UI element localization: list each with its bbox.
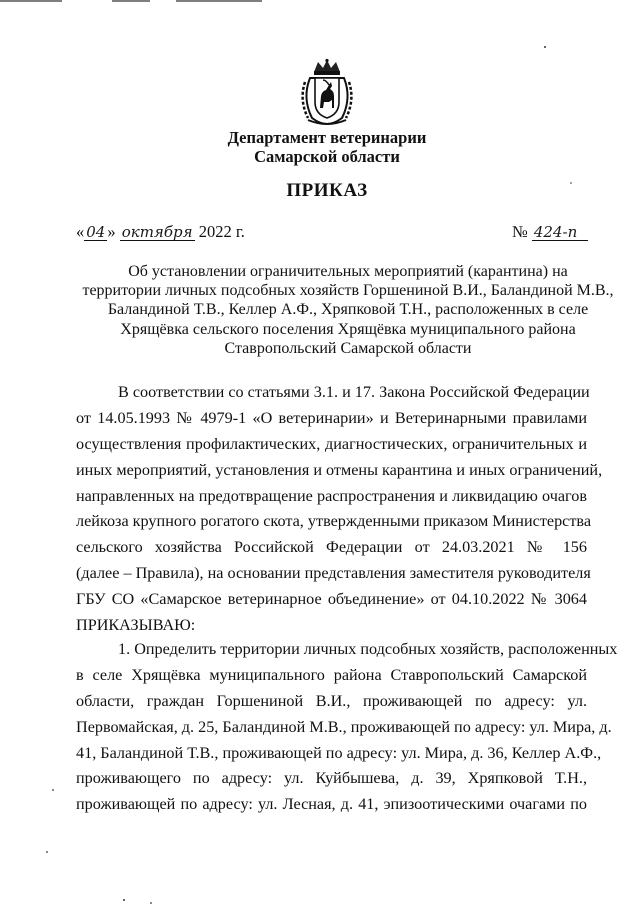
date-month: октября xyxy=(121,223,193,241)
item-line: области, граждан Горшениной В.И., проживающей по адресу: ул. xyxy=(76,691,587,710)
preamble-line: В соответствии со статьями 3.1. и 17. Закона Российской Федерации xyxy=(118,383,590,401)
item-line: 1. Определить территории личных подсобных хозяйств, расположенных xyxy=(118,640,618,658)
item-line: проживающей по адресу: ул. Лесная, д. 41, эпизоотическими очагами по xyxy=(76,795,587,814)
department-name-line2: Самарской области xyxy=(254,147,400,166)
department-name-line1: Департамент ветеринарии xyxy=(227,128,427,147)
number-value: 424-п xyxy=(532,225,588,241)
samara-coat-of-arms-icon xyxy=(296,58,358,126)
date-close-quote: » xyxy=(107,222,116,241)
subject-line: территории личных подсобных хозяйств Горшениной В.И., Баландиной М.В., xyxy=(82,282,614,300)
preamble-line: (далее – Правила), на основании представления заместителя руководителя xyxy=(76,564,591,583)
order-date xyxy=(76,222,245,242)
ordering-word: ПРИКАЗЫВАЮ: xyxy=(76,616,196,635)
item-line: в селе Хрящёвка муниципального района Ставропольский Самарской xyxy=(76,665,587,684)
date-open-quote: « xyxy=(76,222,85,241)
preamble-line: сельского хозяйства Российской Федерации от 24.03.2021 № 156 xyxy=(76,538,587,557)
date-day: 04 xyxy=(86,223,106,241)
preamble-line: осуществления профилактических, диагностических, ограничительных и xyxy=(76,434,587,453)
preamble-line: иных мероприятий, установления и отмены карантина и иных ограничений, xyxy=(76,460,603,479)
preamble-line: от 14.05.1993 № 4979-1 «О ветеринарии» и Ветеринарными правилами xyxy=(76,408,587,427)
item-line: проживающего по адресу: ул. Куйбышева, д. 39, Хряпковой Т.Н., xyxy=(76,769,587,788)
subject-line: Хрящёвка сельского поселения Хрящёвка муниципального района xyxy=(120,320,576,338)
item-line: Первомайская, д. 25, Баландиной М.В., проживающей по адресу: ул. Мира, д. xyxy=(76,717,612,736)
preamble-line: направленных на предотвращение распространения и ликвидацию очагов xyxy=(76,486,587,505)
subject-line: Об установлении ограничительных мероприятий (карантина) на xyxy=(128,263,568,280)
order-subject xyxy=(60,262,636,358)
date-year: 2022 г. xyxy=(198,222,245,241)
subject-line: Баландиной Т.В., Келлер А.Ф., Хряпковой Т.Н., расположенных в селе xyxy=(107,301,589,319)
preamble-line: ГБУ СО «Самарское ветеринарное объединение» от 04.10.2022 № 3064 xyxy=(76,590,587,609)
preamble-line: лейкоза крупного рогатого скота, утвержденными приказом Министерства xyxy=(76,512,592,531)
order-number xyxy=(512,222,588,242)
order-item-1 xyxy=(76,637,618,818)
subject-line: Ставропольский Самарской области xyxy=(224,339,472,357)
preamble-paragraph xyxy=(76,380,603,639)
document-title: ПРИКАЗ xyxy=(286,180,368,201)
number-label: № xyxy=(512,222,528,241)
item-line: 41, Баландиной Т.В., проживающей по адресу: ул. Мира, д. 36, Келлер А.Ф., xyxy=(76,743,602,762)
